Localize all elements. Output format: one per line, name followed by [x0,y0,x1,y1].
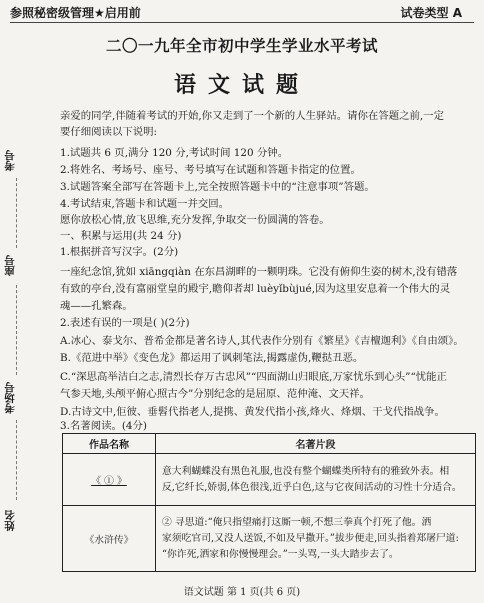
header-divider [10,22,474,23]
margin-rule [16,285,17,375]
question-title: 2.表述有误的一项是( )(2分) [60,317,190,329]
option-item: 气参天地,头颅平俯心照古今”分别纪念的是屈原、范仲淹、文天祥。 [60,388,370,400]
question-title: 3.名著阅读。(4分) [60,420,147,432]
note-item: 2.将姓名、考场号、座号、考号填写在试题和答题卡指定的位置。 [60,164,361,176]
option-item: A.冰心、泰戈尔、普希金都是著名诗人,其代表作分别有《繁星》《吉檀迦利》《自由颂》。 [60,335,464,347]
confidential-label: 参照秘密级管理★启用前 [10,6,141,20]
margin-label-room-number: 考场号 [4,382,16,414]
table-header-cell: 名著片段 [156,434,476,454]
wish-line: 愿你放松心情,放飞思维,充分发挥,争取交一份圆满的答卷。 [60,214,330,226]
note-item: 3.试题答案全部写在答题卡上,完全按照答题卡中的“注意事项”答题。 [60,181,375,193]
note-item: 4.考试结束,答题卡和试题一并交回。 [60,198,230,210]
excerpt-line: 意大利蝴蝶没有黑色礼服,也没有整个蝴蝶类所特有的雅致外表。相 [162,465,450,477]
section-heading: 一、积累与运用(共 24 分) [60,230,182,242]
question-text-line: 一座纪念馆,犹如 xiāngqiàn 在东昌湖畔的一颗明珠。它没有俯仰生姿的树木,没有错落 [60,266,458,278]
intro-line: 要仔细阅读以下说明: [60,126,158,138]
intro-line: 亲爱的同学,伴随着考试的开始,你又走到了一个新的人生驿站。请你在答题之前,一定 [60,110,444,122]
table-header-cell: 作品名称 [63,434,156,454]
excerpt-cell [156,506,476,572]
exam-title: 二〇一九年全市初中学生学业水平考试 [105,36,378,55]
note-item: 1.试题共 6 页,满分 120 分,考试时间 120 分钟。 [60,147,289,159]
option-item: D.古诗文中,佢彼、垂髫代指老人,提携、黄发代指小孩,烽火、烽烟、干戈代指战争。 [60,406,445,418]
table-header-row [63,434,476,454]
question-text-line: 魂——孔繁森。 [60,300,133,312]
option-item: B.《范进中举》《变色龙》都运用了讽刺笔法,揭露虚伪,鞭挞丑恶。 [60,352,364,364]
excerpt-line: ② 寻思道:“俺只指望痛打这厮一顿,不想三拳真个打死了他。洒 [162,516,432,528]
question-text-line: 有致的亭台,没有富丽堂皇的殿宇,瞻仰者却 luèyǐbùjué,因为这里安息着一个伟大的灵 [60,283,451,295]
margin-rule [16,420,17,500]
margin-label-seat-number: 座号 [4,255,16,276]
page-footer: 语文试题 第 1 页(共 6 页) [183,587,301,598]
question-title: 1.根据拼音写汉字。(2分) [60,246,179,258]
book-blank: 《 ① 》 [91,475,127,487]
excerpt-line: 家须吃官司,又没人送饭,不如及早撒开。”拔步便走,回头指着郑屠尸道: [162,532,459,544]
margin-label-exam-number: 考号 [4,150,16,171]
reading-table [62,433,476,572]
subject-title: 语文试题 [173,72,310,98]
book-name-cell: 《水浒传》 [63,506,156,572]
margin-rule [16,178,17,248]
table-row [63,506,476,572]
option-item: C.“深思高举洁白之志,清烈长存万古忠风”“四面湖山归眼底,万家忧乐到心头”“忧能正 [60,371,447,383]
paper-type-label: 试卷类型 A [400,6,462,20]
excerpt-cell [156,454,476,506]
excerpt-line: “你诈死,洒家和你慢慢理会。”一头骂,一头大踏步去了。 [162,548,399,560]
book-name-cell [63,454,156,506]
table-row [63,454,476,506]
margin-label-name: 姓名 [4,510,16,531]
excerpt-line: 反,它纤长,娇弱,体色很浅,近乎白色,这与它夜间活动的习性十分适合。 [162,481,462,493]
